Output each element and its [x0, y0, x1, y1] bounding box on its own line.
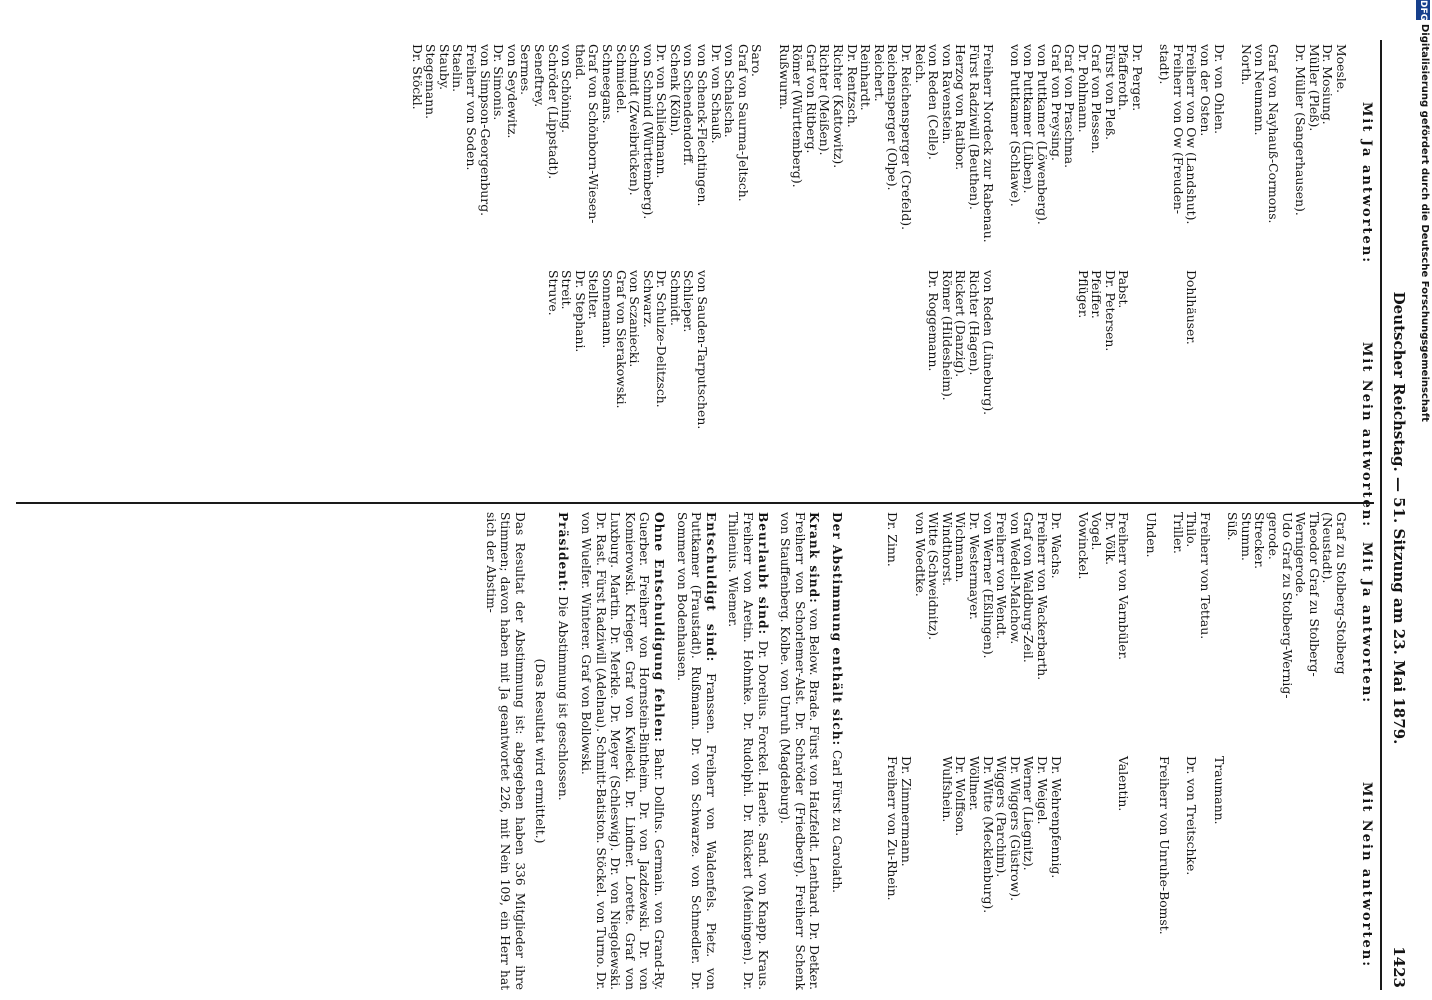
ja-right-entry: [1063, 512, 1077, 699]
nein-left-entry: Struve.: [545, 270, 561, 316]
ja-left-entry: Graf von Plessen.: [1089, 44, 1105, 154]
ja-right-entry: Uhden.: [1143, 512, 1159, 558]
ja-left-entry: Schmidt (Zweibrücken).: [627, 44, 643, 196]
nein-right-entry: [1266, 756, 1280, 935]
ja-right-entry: Dr. Wachs.: [1048, 512, 1064, 579]
left-column-headings: [1354, 42, 1374, 562]
nein-left-entry: von Sauden-Tarputschen.: [695, 270, 711, 430]
ja-left-entry: Reichensperger (Olpe).: [885, 44, 901, 191]
ja-left-entry: stadt).: [1157, 44, 1173, 85]
nein-right-entry: [1103, 756, 1117, 935]
ja-left-entry: Graf von Ritberg.: [803, 44, 819, 154]
ja-left-entry: Herzog von Ratibor.: [953, 44, 969, 171]
ja-left-entry: von Puttkamer (Schlawe).: [1007, 44, 1023, 207]
ja-left-entry: Schmiedel.: [613, 44, 629, 114]
nein-right-entry: [1280, 756, 1294, 935]
vote-notes: [475, 512, 844, 990]
page-title: Deutscher Reichstag. — 51. Sitzung am 23. Mai 1879.: [1390, 291, 1408, 745]
nein-left-entry: [1212, 270, 1226, 429]
excused-paragraph: [674, 512, 718, 990]
ja-left-entry: Stauby.: [436, 44, 452, 91]
ja-right-entry: gerode.: [1266, 512, 1282, 560]
ja-left-entry: von der Osten.: [1198, 44, 1214, 137]
result-parenthetical: (Das Resultat wird ermittelt.): [532, 658, 548, 844]
nein-left-entry: [818, 270, 832, 429]
ja-right-entry: Freiherr von Tettau.: [1198, 512, 1214, 640]
ja-right-entry: Wichmann.: [953, 512, 969, 583]
right-column: [483, 512, 1374, 991]
ja-left-entry: Dr. Reichensperger (Crefeld).: [899, 44, 914, 231]
ja-left-entry: Dr. Müller (Sangerhausen).: [1293, 44, 1309, 216]
nein-right-entry: Dr. Wehrenpfennig.: [1048, 756, 1064, 879]
ja-right-entry: [1158, 512, 1172, 699]
nein-right-entry: [1171, 756, 1185, 935]
nein-left-entry: [791, 270, 805, 429]
ja-right-entry: Stumm.: [1238, 512, 1254, 561]
ja-right-entry: Triller.: [1170, 512, 1186, 554]
ja-left-entry: North.: [1238, 44, 1254, 86]
ja-right-entry: Wernigerode.: [1293, 512, 1309, 597]
footer-credit-text: Digitalisierung gefördert durch die Deutsche Forschungsgemeinschaft: [1419, 24, 1430, 422]
nein-right-entry: [1144, 756, 1158, 935]
ja-left-entry: [1144, 44, 1158, 243]
ja-left-entry: Richter (Kattowitz).: [831, 44, 847, 169]
heading-ja-left: Mit Ja antworten:: [1359, 102, 1374, 265]
ja-left-entry: Saro.: [749, 44, 765, 77]
leave-text: Dr. Dorelius. Forckel. Haerle. Sand. von Knapp. Kraus. Freiherr von Aretin. Hohmke. Dr. Rudolphi. Dr. Rückert (Meiningen). Dr. Thilenius. Wiemer.: [726, 512, 770, 991]
nein-left-entry: [736, 270, 750, 429]
nein-left-entry: Streit.: [559, 270, 575, 310]
result-paragraph: Das Resultat der Abstimmung ist: abgegeben haben 336 Mitglieder ihre Stimmen; davon haben mit Ja geantwortet 226, mit Nein 109, ein Herr hat sich der Abstim-: [483, 512, 527, 990]
nein-left-entry: von Reden (Lüneburg).: [980, 270, 996, 416]
ja-left-entry: Richter (Meißen).: [817, 44, 833, 156]
ja-left-entry: Reich.: [912, 44, 928, 84]
header-rule: [1380, 40, 1382, 990]
nein-right-entry: Traumann.: [1211, 756, 1227, 825]
nein-left-entry: [1226, 270, 1240, 429]
nein-right-entry: Freiherr von Zu-Rhein.: [885, 756, 901, 901]
ja-right-entry: (Neustadt).: [1320, 512, 1336, 584]
nein-right-entry: [1253, 756, 1267, 935]
ja-left-entry: von Schalscha.: [722, 44, 738, 138]
nein-right-entry: [1334, 756, 1348, 935]
ja-left-entry: Dr. von Ohlen.: [1211, 44, 1227, 135]
nein-left-entry: [1144, 270, 1158, 429]
ja-list-right: [886, 512, 1348, 699]
ja-left-entry: Freiherr von Ow (Landshut).: [1184, 44, 1200, 225]
ja-right-entry: Süß.: [1225, 512, 1241, 541]
ja-left-entry: Rußwurm.: [776, 44, 792, 110]
ja-right-entry: Vogel.: [1089, 512, 1105, 551]
nein-left-entry: [709, 270, 723, 429]
excused-text: Franssen. Freiherr von Waldenfels. Pietz. von Puttkamer (Fraustadt). Rußmann. Dr. von Schwarze. von Schmedler. Dr. Sommer von Bodenhausen.: [674, 512, 718, 990]
nein-left-entry: [1008, 270, 1022, 429]
ja-left-entry: Schröder (Lippstadt).: [545, 44, 561, 180]
abstain-paragraph: [829, 512, 844, 990]
nein-right-entry: [1198, 756, 1212, 935]
page-header: [1382, 48, 1408, 988]
page-number: 1423: [1390, 946, 1408, 988]
nein-list-left: [546, 270, 1348, 429]
ja-right-entry: von Wedell-Malchow.: [1007, 512, 1023, 645]
ja-right-entry: Vowinckel.: [1075, 512, 1091, 580]
ja-left-entry: Seneftrey.: [531, 44, 547, 108]
nein-left-entry: Dr. Schulze-Delitzsch.: [654, 270, 670, 408]
ja-right-entry: [1131, 512, 1145, 699]
president-paragraph: [556, 512, 571, 990]
absent-text: Bahr. Dollfus. Germain. von Grand-Ry. Guerber. Freiherr von Hornstein-Bintheim. Dr. von Jazdzewski. Dr. von Komierowski. Krieger. Graf von Kwilecki. Dr. Lindner. Lorette. Graf von Luxburg. Martin. Dr. Merkle. Dr. Meyer (Schleswig). Dr. von Niegolewski. Dr. Rast. Fürst Radziwill (Adelnau). Schmitt-Batiston. Stöckel. von Turno. Dr. von Wuelfer. Winterer. Graf von Bollowski.: [579, 512, 667, 991]
ja-right-entry: Strecker.: [1252, 512, 1268, 570]
nein-left-entry: Richter (Hagen).: [966, 270, 982, 376]
nein-right-entry: [913, 756, 927, 935]
absent-paragraph: [579, 512, 667, 990]
nein-list-right: [886, 756, 1348, 935]
ja-left-entry: Graf von Schönborn-Wiesen-: [586, 44, 602, 224]
nein-left-entry: Dr. Petersen.: [1102, 270, 1118, 352]
nein-left-entry: Römer (Hildesheim).: [939, 270, 955, 401]
ja-left-entry: Dr. Pohlmann.: [1075, 44, 1091, 133]
nein-left-entry: [1239, 270, 1253, 429]
nein-left-entry: Sonnemann.: [599, 270, 615, 349]
ja-right-entry: Freiherr von Wackerbarth.: [1034, 512, 1050, 681]
nein-right-entry: Werner (Liegnitz).: [1021, 756, 1037, 871]
ja-right-entry: von Woedtke.: [912, 512, 928, 597]
ja-right-entry: Windthorst.: [939, 512, 955, 587]
ja-left-entry: [1226, 44, 1240, 243]
ja-right-entry: Witte (Schweidnitz).: [926, 512, 942, 641]
nein-left-entry: [845, 270, 859, 429]
nein-left-entry: Pfeiffer.: [1089, 270, 1105, 319]
ja-left-entry: Graf von Nayhauß-Cormons.: [1266, 44, 1282, 224]
ja-left-entry: Römer (Württemberg).: [790, 44, 806, 188]
ja-left-entry: von Reden (Celle).: [926, 44, 942, 160]
ja-right-entry: Freiherr von Wendt.: [994, 512, 1010, 640]
nein-left-entry: [1158, 270, 1172, 429]
nein-left-entry: [1022, 270, 1036, 429]
nein-left-entry: [995, 270, 1009, 429]
nein-left-entry: Pabst.: [1116, 270, 1132, 309]
ja-left-entry: Reinhardt.: [858, 44, 874, 111]
absent-lead: Ohne Entschuldigung fehlen:: [652, 512, 667, 743]
nein-right-entry: [1239, 756, 1253, 935]
nein-right-entry: Dr. Weigel.: [1034, 756, 1050, 825]
sick-text: von Below. Brade. Fürst von Hatzfeldt. Lenthard. Dr. Detker. Freiherr von Schorlemer-Alst. Dr. Schröder (Friedberg). Freiherr Schenk von Stauffenberg. Kolbe. von Unruh (Magdeburg).: [778, 512, 822, 991]
nein-left-entry: [886, 270, 900, 429]
nein-right-entry: Dr. Wiggers (Güstrow).: [1007, 756, 1023, 902]
nein-left-entry: [831, 270, 845, 429]
ja-left-entry: [763, 44, 777, 243]
nein-right-entry: [1090, 756, 1104, 935]
nein-left-entry: Schmidt.: [667, 270, 683, 326]
nein-right-entry: [927, 756, 941, 935]
sick-lead: Krank sind:: [807, 512, 822, 604]
ja-right-entry: Dr. Zinn.: [885, 512, 901, 567]
ja-right-entry: [899, 512, 913, 699]
president-lead: Präsident:: [556, 512, 571, 593]
ja-left-entry: von Ravenstein.: [939, 44, 955, 145]
nein-left-entry: [1131, 270, 1145, 429]
ja-left-entry: Dr. Stöckl.: [409, 44, 425, 110]
president-text: Die Abstimmung ist geschlossen.: [556, 596, 571, 801]
ja-left-entry: Müller (Pleß).: [1306, 44, 1322, 132]
ja-right-entry: Graf von Waldburg-Zeil.: [1021, 512, 1037, 663]
ja-left-entry: von Schendendorff.: [681, 44, 697, 166]
ja-left-entry: Freiherr von Ow (Freuden-: [1170, 44, 1186, 215]
nein-left-entry: [1280, 270, 1294, 429]
ja-left-entry: von Schenck-Flechtingen.: [695, 44, 711, 207]
ja-left-entry: Fürst Radziwill (Beuthen).: [966, 44, 982, 210]
ja-left-entry: theid.: [572, 44, 588, 81]
nein-left-entry: [899, 270, 913, 429]
right-column-headings: [1354, 512, 1374, 990]
ja-left-entry: von Simpson-Georgenburg.: [477, 44, 493, 217]
nein-left-entry: Dr. Stephani.: [572, 270, 588, 353]
nein-right-entry: [1063, 756, 1077, 935]
nein-right-entry: Dr. Wolffson.: [953, 756, 969, 837]
ja-left-entry: Dr. von Schliedmann.: [654, 44, 670, 179]
ja-left-entry: Stegemann.: [423, 44, 439, 120]
nein-left-entry: [1049, 270, 1063, 429]
ja-left-entry: Dr. Perger.: [1130, 44, 1146, 112]
nein-right-entry: [1226, 756, 1240, 935]
nein-left-entry: [763, 270, 777, 429]
ja-list-left-a: [410, 44, 1348, 243]
ja-left-entry: Moesle.: [1334, 44, 1349, 94]
ja-right-entry: Dr. Westermayer.: [966, 512, 982, 620]
ja-left-entry: Dr. Simonis.: [491, 44, 507, 121]
nein-left-entry: Stellter.: [586, 270, 602, 320]
ja-left-entry: von Schöning.: [559, 44, 575, 134]
ja-left-entry: Graf von Saurma-Jeltsch.: [735, 44, 751, 202]
nein-left-entry: [1171, 270, 1185, 429]
nein-right-entry: Valentin.: [1116, 756, 1132, 812]
ja-right-entry: Freiherr von Varnbüler.: [1116, 512, 1132, 661]
nein-left-entry: Dohlhäuser.: [1184, 270, 1200, 345]
nein-right-entry: [1076, 756, 1090, 935]
abstain-text: Carl Fürst zu Carolath.: [830, 750, 844, 894]
nein-left-entry: Dr. Roggemann.: [926, 270, 942, 372]
nein-left-entry: [913, 270, 927, 429]
ja-left-entry: [995, 44, 1009, 243]
ja-left-entry: Dr. Mosiung.: [1320, 44, 1336, 125]
ja-right-entry: Dr. Völk.: [1102, 512, 1118, 566]
nein-left-entry: [1198, 270, 1212, 429]
ja-right-entry: Theodor Graf zu Stolberg-: [1306, 512, 1322, 677]
ja-right-entry: Udo Graf zu Stolberg-Wernig-: [1279, 512, 1295, 699]
nein-right-entry: Dr. Zimmermann.: [899, 756, 914, 867]
ja-right-entry: [1212, 512, 1226, 699]
ja-left-entry: von Schmid (Württemberg).: [640, 44, 656, 220]
leave-lead: Beurlaubt sind:: [755, 512, 770, 636]
nein-left-entry: [1334, 270, 1348, 429]
nein-left-entry: von Sczaniecki.: [627, 270, 643, 368]
heading-ja-right: Mit Ja antworten:: [1359, 542, 1374, 705]
nein-left-entry: Pflüger.: [1075, 270, 1091, 319]
nein-right-entry: [1131, 756, 1145, 935]
ja-left-entry: Freiherr Nordeck zur Rabenau.: [980, 44, 996, 243]
nein-left-entry: [1266, 270, 1280, 429]
leave-paragraph: [726, 512, 770, 990]
nein-left-entry: [723, 270, 737, 429]
ja-left-entry: Staelin.: [450, 44, 466, 93]
column-divider: [16, 502, 1374, 504]
nein-right-entry: [1307, 756, 1321, 935]
nein-right-entry: Wulfshein.: [939, 756, 955, 823]
ja-left-entry: Sermes.: [518, 44, 534, 96]
nein-right-entry: Wöllmer.: [966, 756, 982, 811]
nein-right-entry: Freiherr von Unruhe-Bomst.: [1157, 756, 1173, 935]
heading-nein-right: Mit Nein antworten:: [1359, 782, 1374, 969]
nein-left-entry: Schlieper.: [681, 270, 697, 333]
nein-left-entry: [777, 270, 791, 429]
nein-left-entry: [1253, 270, 1267, 429]
nein-left-entry: Schwarz.: [640, 270, 656, 328]
nein-left-entry: [1321, 270, 1335, 429]
nein-left-entry: [1307, 270, 1321, 429]
excused-lead: Entschuldigt sind:: [703, 512, 718, 663]
ja-left-entry: Freiherr von Soden.: [464, 44, 479, 171]
abstain-lead: Der Abstimmung enthält sich:: [830, 512, 844, 747]
ja-left-entry: von Puttkamer (Lüben).: [1021, 44, 1037, 194]
nein-right-entry: Dr. Witte (Mecklenburg).: [980, 756, 996, 914]
nein-left-entry: [1063, 270, 1077, 429]
nein-right-entry: Wiggers (Parchim).: [994, 756, 1010, 878]
ja-right-entry: von Werner (Eßlingen).: [980, 512, 996, 659]
nein-right-entry: Dr. von Treitschke.: [1184, 756, 1200, 876]
ja-left-entry: von Puttkamer (Löwenberg).: [1034, 44, 1050, 225]
ja-left-entry: von Seydewitz.: [504, 44, 520, 139]
nein-left-entry: [1294, 270, 1308, 429]
sick-paragraph: [778, 512, 822, 990]
ja-left-entry: Reichert.: [871, 44, 887, 102]
ja-left-entry: Dr. Rentzsch.: [844, 44, 860, 128]
dfg-logo: DFG: [1418, 0, 1428, 22]
ja-left-entry: Graf von Preysing.: [1048, 44, 1064, 161]
ja-left-entry: Schneegans.: [599, 44, 615, 124]
ja-left-entry: von Neumann.: [1252, 44, 1268, 136]
nein-left-entry: [750, 270, 764, 429]
ja-left-entry: Graf von Praschma.: [1062, 44, 1078, 169]
nein-right-entry: [1294, 756, 1308, 935]
ja-left-entry: Dr. von Schauß.: [708, 44, 724, 144]
nein-left-entry: Rickert (Danzig).: [953, 270, 969, 378]
ja-left-entry: [1280, 44, 1294, 243]
ja-right-entry: Graf zu Stolberg-Stolberg: [1334, 512, 1349, 675]
ja-right-entry: Thilo.: [1184, 512, 1200, 548]
nein-left-entry: [872, 270, 886, 429]
nein-left-entry: [859, 270, 873, 429]
heading-nein-left: Mit Nein antworten:: [1359, 342, 1374, 529]
nein-left-entry: Graf von Sierakowski.: [613, 270, 629, 409]
nein-right-entry: [1321, 756, 1335, 935]
ja-left-entry: Pfafferoth.: [1116, 44, 1132, 111]
nein-left-entry: [804, 270, 818, 429]
ja-left-entry: Schenk (Köln).: [667, 44, 683, 137]
footer-credit: [1414, 0, 1432, 1000]
nein-left-entry: [1035, 270, 1049, 429]
ja-left-entry: Fürst von Pleß.: [1102, 44, 1118, 141]
